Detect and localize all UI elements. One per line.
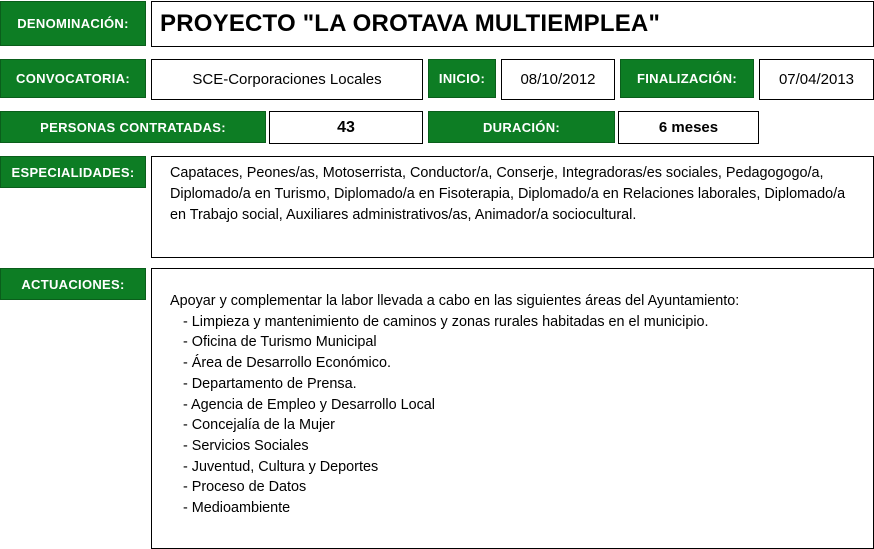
actuaciones-intro: Apoyar y complementar la labor llevada a cabo en las siguientes áreas del Ayuntamiento: xyxy=(170,293,740,309)
list-item: - Medioambiente xyxy=(183,500,291,517)
convocatoria-value: SCE-Corporaciones Locales xyxy=(151,59,423,100)
inicio-value: 08/10/2012 xyxy=(501,59,615,100)
especialidades-value: Capataces, Peones/as, Motoserrista, Conductor/a, Conserje, Integradoras/es sociales, Pedagogogo/a, Diplomado/a en Turismo, Diplomado/a en Fisoterapia, Diplomado/a en Relaciones laborales, Diplomado/a en Trabajo social, Auxiliares administrativos/as, Animador/a sociocultural. xyxy=(151,156,874,258)
list-item: - Servicios Sociales xyxy=(183,437,309,454)
list-item: - Departamento de Prensa. xyxy=(183,375,357,392)
duracion-value: 6 meses xyxy=(618,111,759,144)
inicio-label: INICIO: xyxy=(428,59,496,98)
denominacion-label: DENOMINACIÓN: xyxy=(0,1,146,46)
especialidades-label: ESPECIALIDADES: xyxy=(0,156,146,188)
duracion-label: DURACIÓN: xyxy=(428,111,615,143)
denominacion-value: PROYECTO "LA OROTAVA MULTIEMPLEA" xyxy=(151,1,874,47)
actuaciones-label: ACTUACIONES: xyxy=(0,268,146,300)
list-item: - Oficina de Turismo Municipal xyxy=(183,334,377,351)
personas-value: 43 xyxy=(269,111,423,144)
actuaciones-value xyxy=(151,268,874,549)
finalizacion-value: 07/04/2013 xyxy=(759,59,874,100)
finalizacion-label: FINALIZACIÓN: xyxy=(620,59,754,98)
list-item: - Área de Desarrollo Económico. xyxy=(183,355,391,372)
list-item: - Limpieza y mantenimiento de caminos y zonas rurales habitadas en el municipio. xyxy=(183,313,709,330)
list-item: - Agencia de Empleo y Desarrollo Local xyxy=(183,396,435,413)
personas-label: PERSONAS CONTRATADAS: xyxy=(0,111,266,143)
convocatoria-label: CONVOCATORIA: xyxy=(0,59,146,98)
list-item: - Concejalía de la Mujer xyxy=(183,417,335,434)
list-item: - Proceso de Datos xyxy=(183,479,307,496)
list-item: - Juventud, Cultura y Deportes xyxy=(183,458,379,475)
